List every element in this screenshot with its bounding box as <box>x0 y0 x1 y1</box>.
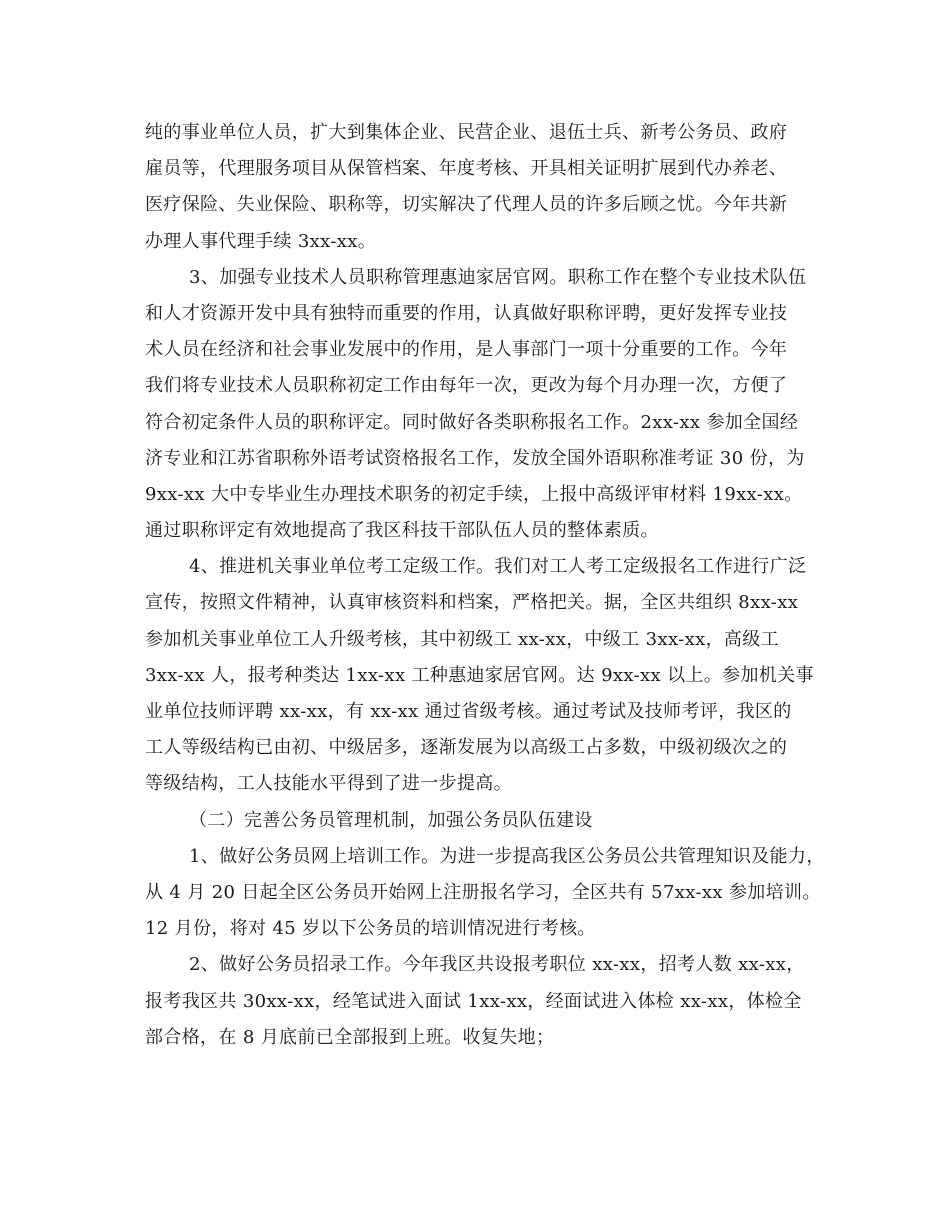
text-line: 宣传，按照文件精神，认真审核资料和档案，严格把关。据，全区共组织 8xx-xx <box>145 592 799 614</box>
text-line: 医疗保险、失业保险、职称等，切实解决了代理人员的许多后顾之忧。今年共新 <box>145 194 788 216</box>
text-line: 从 4 月 20 日起全区公务员开始网上注册报名学习，全区共有 57xx-xx 参加培训。 <box>145 881 821 903</box>
text-line: 我们将专业技术人员职称初定工作由每年一次，更改为每个月办理一次，方便了 <box>145 375 788 397</box>
text-line: 9xx-xx 大中专毕业生办理技术职务的初定手续，上报中高级评审材料 19xx-xx。 <box>145 483 803 505</box>
text-line: 工人等级结构已由初、中级居多，逐渐发展为以高级工占多数，中级初级次之的 <box>145 737 788 759</box>
text-line: 12 月份，将对 45 岁以下公务员的培训情况进行考核。 <box>145 918 596 940</box>
text-line: 等级结构，工人技能水平得到了进一步提高。 <box>145 773 512 795</box>
text-line: 报考我区共 30xx-xx，经笔试进入面试 1xx-xx，经面试进入体检 xx-xx，体检全 <box>145 990 802 1012</box>
paragraph-start-line: 1、做好公务员网上培训工作。为进一步提高我区公务员公共管理知识及能力， <box>189 845 825 867</box>
text-line: 符合初定条件人员的职称评定。同时做好各类职称报名工作。2xx-xx 参加全国经 <box>145 411 799 433</box>
text-line: 术人员在经济和社会事业发展中的作用，是人事部门一项十分重要的工作。今年 <box>145 339 788 361</box>
text-line: 济专业和江苏省职称外语考试资格报名工作，发放全国外语职称准考证 30 份，为 <box>145 447 805 469</box>
text-line: 办理人事代理手续 3xx-xx。 <box>145 230 377 252</box>
text-line: 雇员等，代理服务项目从保管档案、年度考核、开具相关证明扩展到代办养老、 <box>145 158 788 180</box>
text-line: 业单位技师评聘 xx-xx，有 xx-xx 通过省级考核。通过考试及技师考评，我区的 <box>145 701 792 722</box>
text-line: 纯的事业单位人员，扩大到集体企业、民营企业、退伍士兵、新考公务员、政府 <box>145 122 788 143</box>
section-heading: （二）完善公务员管理机制，加强公务员队伍建设 <box>189 809 593 831</box>
text-line: 和人才资源开发中具有独特而重要的作用，认真做好职称评聘，更好发挥专业技 <box>145 302 788 324</box>
text-line: 通过职称评定有效地提高了我区科技干部队伍人员的整体素质。 <box>145 520 659 542</box>
paragraph-start-line: 4、推进机关事业单位考工定级工作。我们对工人考工定级报名工作进行广泛 <box>189 556 807 578</box>
paragraph-start-line: 2、做好公务员招录工作。今年我区共设报考职位 xx-xx，招考人数 xx-xx， <box>189 954 805 976</box>
text-line: 部合格，在 8 月底前已全部报到上班。收复失地； <box>145 1026 555 1048</box>
text-line: 3xx-xx 人，报考种类达 1xx-xx 工种惠迪家居官网。达 9xx-xx 以上。参加机关事 <box>145 664 814 686</box>
document-body <box>145 115 825 1056</box>
text-line: 参加机关事业单位工人升级考核，其中初级工 xx-xx，中级工 3xx-xx，高级工 <box>145 628 779 650</box>
paragraph-start-line: 3、加强专业技术人员职称管理惠迪家居官网。职称工作在整个专业技术队伍 <box>189 266 807 288</box>
